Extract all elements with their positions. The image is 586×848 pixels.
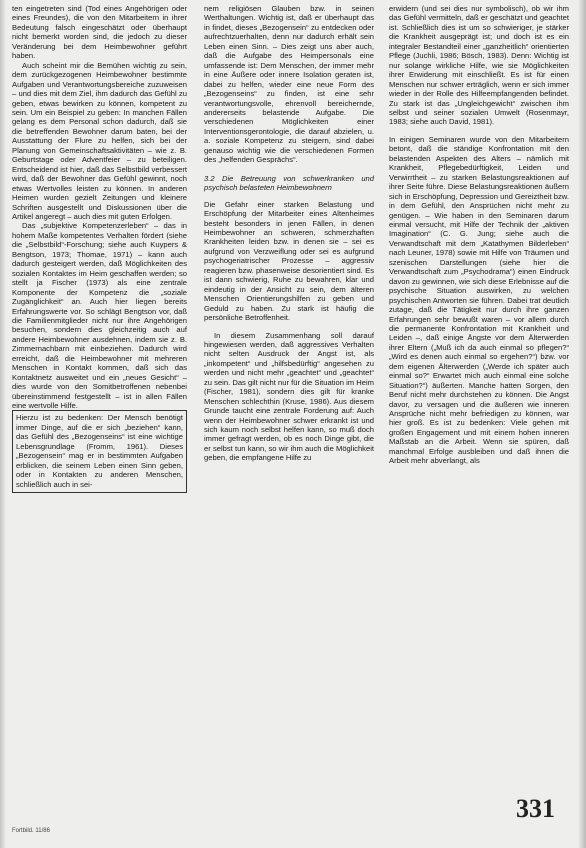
section-heading: 3.2 Die Betreuung von schwerkranken und psychisch belasteten Heimbewohnern xyxy=(204,173,374,193)
paragraph: Die Gefahr einer starken Belastung und Erschöpfung der Mitarbeiter eines Altenheimes besteht besonders in jenen Fällen, in denen Heimbewohner an schweren, schmerzhaften Krankheiten leiden bzw. in denen sie – sei es aufgrund von Verzweiflung oder sei es aufgrund psychogeriatrischer Prozesse – aggressiv reagieren bzw. phasenweise desorientiert sind. Es ist dann schwierig, Ruhe zu bewahren, klar und eindeutig in der Ansicht zu sein, dem älteren Menschen Orientierungshilfen zu geben und Geduld zu haben. Zu stark ist häufig die persönliche Betroffenheit. xyxy=(204,199,374,323)
text-column-1 xyxy=(12,4,187,493)
paragraph: Das „subjektive Kompetenzerleben“ – das in hohem Maße kompetentes Verhalten fördert (siehe die „Selbstbild“-Forschung; siehe auch Kuypers & Bengtson, 1973; Thomae, 1971) – kann auch dadurch gesteigert werden, daß Möglichkeiten des sozialen Kontaktes im Heim geschaffen werden; so stellt ja Fischer (1973) als eine zentrale Komponente der Kompetenz die „soziale Zugänglichkeit“ an. Auch hier liegen bereits Erfahrungswerte vor. So schlägt Bengtson vor, daß die Familienmitglieder nicht nur ihre Angehörigen besuchen, sondern dies gleichzeitig auch auf andere Heimbewohner ausdehnen, indem sie z. B. Zimmernachbarn mit einbeziehen. Dadurch wird erreicht, daß die Heimbewohner mit mehreren Menschen in Kontakt kommen, daß sich das Kontaktnetz ausweitet und ein „neues Gesicht“ – dies wurde von den Somitbetroffenen nebenbei übereinstimmend festgestellt – ist in allen Fällen eine wertvolle Hilfe. xyxy=(12,221,187,411)
journal-footer: Fortbild. 11/86 xyxy=(12,828,50,834)
boxed-paragraph: Hierzu ist zu bedenken: Der Mensch benötigt immer Dinge, auf die er sich „beziehen“ kann, das Gefühl des „Bezogenseins“ ist eine wichtige Lebensgrundlage (Fromm, 1961). Dieses „Bezogensein“ mag er in bestimmten Aufgaben erblicken, die seinem Leben einen Sinn geben, oder in Kontakten zu anderen Menschen, schließlich auch in sei- xyxy=(12,410,187,493)
paragraph: In einigen Seminaren wurde von den Mitarbeitern betont, daß die ständige Konfrontation mit den belastenden Aspekten des Alters – nämlich mit Krankheit, Pflegebedürftigkeit, Leiden und Verwirrtheit – zu starken Belastungsreaktionen auf ihrer Seite führe. Diese Belastungsreaktionen äußern sich in Erschöpfung, Depression und Gereiztheit bzw. in dem Gefühl, den Ansprüchen nicht mehr zu genügen. – Wie haben in den Seminaren darum einmal versucht, mit Hilfe der Technik der „aktiven Imagination“ (C. G. Jung; siehe auch die Verwandtschaft mit dem „Katathymen Bilderleben“ nach Leuner, 1978) sowie mit Hilfe von Träumen und szenischen Darstellungen (siehe hier die Verwandtschaft zum „Psychodrama“) einen Eindruck davon zu gewinnen, wie sich diese Erlebnisse auf die psychische Situation auswirken, zu welchen psychischen Antworten sie führen. Dabei trat deutlich zutage, daß die Tätigkeit nur durch ihre ganzen Erfahrungen sehr bewußt waren – vor allem durch die permanente Konfrontation mit Krankheit und Leiden –, daß einige Ängste vor dem Älterwerden ihrer Eltern („Muß ich da auch einmal so pflegen?“ „Wird es denen auch einmal so ergehen?“) bzw. vor dem eigenen Älterwerden („Werde ich später auch einmal so?“ Erwartet mich auch einmal eine solche Situation?“) äußerten. Manche hatten Sorgen, den Beruf nicht mehr durchstehen zu können. Die Angst davor, zu versagen und die äußeren wie inneren Ansprüche nicht mehr befriedigen zu können, war hier groß. Es ist zu bedenken: Viele gehen mit großen Engagement und mit einem hohen inneren Maßstab an die Arbeit. Wenn sie spüren, daß manchmal Erfolge ausbleiben und daß ihnen die Arbeit mehr abverlangt, als xyxy=(389,134,569,466)
paragraph: erwidern (und sei dies nur symbolisch), ob wir ihm das Gefühl vermitteln, daß er geschätzt und geachtet ist. Schließlich dies ist um so schwieriger, je stärker die Krankheit ausgeprägt ist; und doch ist es ein integraler Bestandteil einer „ganzheitlich“ orientierten Pflege (Juchli, 1986; Bösch, 1983). Denn: Wichtig ist nur solange wirkliche Hilfe, wie sie Möglichkeiten ihrer Erwiderung mit einschließt. Es ist für einen Menschen nur schwer erträglich, wenn er sich immer wieder in der Rolle des Hilfeempfangenden befindet. Zu stark ist das „Ungleichgewicht“ zwischen ihm selbst und seiner sozialen Umwelt (Rosenmayr, 1983; siehe auch David, 1981). xyxy=(389,4,569,127)
paragraph: In diesem Zusammenhang soll darauf hingewiesen werden, daß aggressives Verhalten nicht selten Ausdruck der Angst ist, als „inkompetent“ und „hilfsbedürftig“ angesehen zu werden und nicht mehr „geachtet“ und „geachtet“ zu sein. Das gilt nicht nur für die Situation im Heim (Fischer, 1981), sondern dies gilt für kranke Menschen schlechthin (Kruse, 1986). Aus diesem Grunde taucht eine zentrale Forderung auf: Auch wenn der Heimbewohner schwer erkrankt ist und sich kaum noch selbst helfen kann, so muß doch immer gefragt werden, ob es noch Dinge gibt, die er selbst tun kann, so wir ihm auch die Möglichkeit geben, die empfangene Hilfe zu xyxy=(204,330,374,463)
text-column-2 xyxy=(204,4,374,463)
gutter-shadow xyxy=(0,0,6,848)
paragraph: ten eingetreten sind (Tod eines Angehörigen oder eines Freundes), die von den Mitarbeitern in ihrer Bedeutung falsch eingeschätzt oder überhaupt nicht bemerkt worden sind, die jedoch zu dieser Veränderung bei dem Heimbewohner geführt haben. xyxy=(12,4,187,61)
text-column-3 xyxy=(389,4,569,466)
paragraph: nem religiösen Glauben bzw. in seinen Werthaltungen. Wichtig ist, daß er überhaupt das in findet, dieses „Bezogensein“ zu entdecken oder aufrechtzuerhalten, denn nur dadurch erhält sein Leben einen Sinn. – Dies zeigt uns aber auch, daß die Aufgabe des Heimpersonals eine umfassende ist: Dem Menschen, der immer mehr in eine Äußere oder innere Isolation geraten ist, dabei zu helfen, wieder eine neue Form des „Bezogenseins“ zu finden, ist eine sehr verantwortungsvolle, ehrenvoll bereichernde, andererseits belastende Aufgabe. Die verschiedenen Möglichkeiten einer Interventionsgerontologie, die darauf abzielen, u. a. soziale Kompetenz zu steigern, sind dabei genauso wichtig wie die verschiedenen Formen des „helfenden Gesprächs“. xyxy=(204,4,374,165)
page-edge-shadow xyxy=(578,0,586,848)
paragraph: Auch scheint mir die Bemühen wichtig zu sein, dem zurückgezogenen Heimbewohner bestimmte Aufgaben und Verantwortungsbereiche zuzuweisen – und dies mit dem Ziel, ihm dadurch das Gefühl zu geben, etwas bewirken zu können, kompetent zu sein. Um ein Beispiel zu geben: In manchen Fällen gelang es dem Personal schon dadurch, daß sie die betreffenden Bewohner darum baten, bei der Ausstattung der Flure zu helfen, sich bei der Planung von Gemeinschaftsaktivitäten – wie z. B. Geburtstage oder Adventfeier – zu beteiligen. Entscheidend ist hier, daß das Selbstbild verbessert wird, daß der Bewohner das Gefühl gewinnt, noch etwas Wertvolles leisten zu können. In anderen Heimen wurden gezielt Zeitungen und kleinere Schriften ausgestellt und Diskussionen über die Artikel angeregt – auch dies mit guten Erfolgen. xyxy=(12,60,187,221)
page-number: 331 xyxy=(516,794,555,823)
